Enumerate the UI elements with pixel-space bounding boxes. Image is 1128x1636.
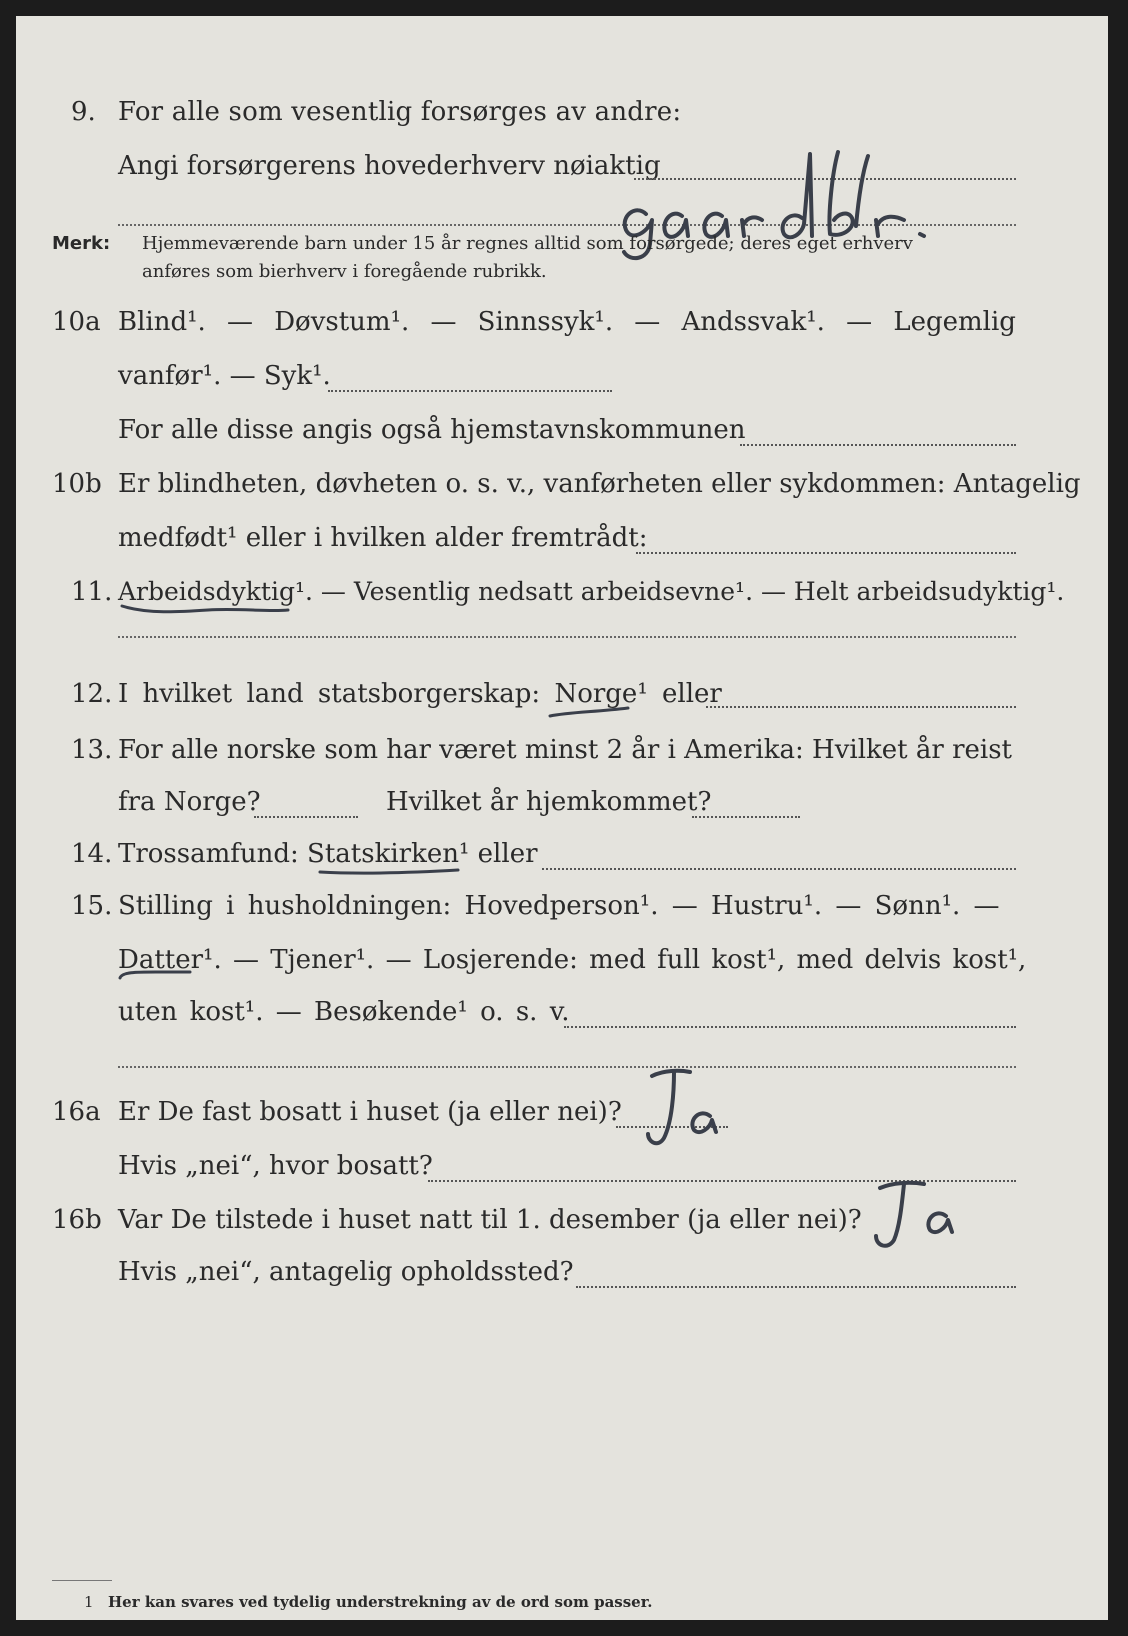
- answer-line[interactable]: [542, 868, 1016, 870]
- note-text-line1: Hjemmeværende barn under 15 år regnes alltid som forsørgede; deres eget erhverv: [142, 233, 913, 254]
- option-blind[interactable]: Blind¹.: [118, 307, 206, 337]
- separator: —: [846, 307, 873, 337]
- item-16b-question: Var De tilstede i huset natt til 1. desember (ja eller nei)?: [118, 1205, 862, 1235]
- item-number: 16a: [52, 1097, 101, 1127]
- item-10a-options: [118, 302, 1016, 342]
- answer-line[interactable]: [692, 816, 800, 818]
- answer-line[interactable]: [706, 706, 1016, 708]
- item-16b-line2: Hvis „nei“, antagelig opholdssted?: [118, 1257, 574, 1287]
- item-15-options-line3: uten kost¹. — Besøkende¹ o. s. v.: [118, 997, 570, 1027]
- answer-line[interactable]: [576, 1286, 1016, 1288]
- answer-line[interactable]: [636, 552, 1016, 554]
- item-9-question-line2: Angi forsørgerens hovederhverv nøiaktig: [118, 151, 661, 181]
- option-dovstum[interactable]: Døvstum¹.: [274, 307, 410, 337]
- handwritten-underline: [316, 862, 466, 884]
- answer-line[interactable]: [254, 816, 358, 818]
- item-number: 14.: [71, 839, 113, 869]
- underline-stroke: [118, 598, 298, 618]
- option-sinnssyk[interactable]: Sinnssyk¹.: [477, 307, 614, 337]
- item-number: 13.: [71, 735, 113, 765]
- item-11-options: Arbeidsdyktig¹. — Vesentlig nedsatt arbeidsevne¹. — Helt arbeidsudyktig¹.: [118, 577, 1065, 606]
- item-number: 9.: [71, 97, 96, 127]
- item-13-line2b: Hvilket år hjemkommet?: [386, 787, 712, 817]
- item-15-options-line2: Datter¹. — Tjener¹. — Losjerende: med full kost¹, med delvis kost¹,: [118, 945, 1027, 975]
- handwriting-ja: [856, 1174, 966, 1254]
- answer-line[interactable]: [118, 636, 1016, 638]
- census-form-page: [16, 16, 1108, 1620]
- separator: —: [634, 307, 661, 337]
- handwritten-underline: [118, 598, 298, 622]
- item-number: 15.: [71, 891, 113, 921]
- item-number: 11.: [71, 577, 113, 607]
- separator: —: [430, 307, 457, 337]
- item-16a-line2: Hvis „nei“, hvor bosatt?: [118, 1151, 433, 1181]
- item-10a-line2: vanfør¹. — Syk¹.: [118, 361, 331, 391]
- footnote-text: Her kan svares ved tydelig understrekning av de ord som passer.: [108, 1593, 653, 1611]
- item-13-question: For alle norske som har været minst 2 år i Amerika: Hvilket år reist: [118, 735, 1012, 765]
- item-10b-question-line2: medfødt¹ eller i hvilken alder fremtrådt:: [118, 523, 648, 553]
- footnote-mark: 1: [84, 1593, 94, 1611]
- separator: —: [227, 307, 254, 337]
- handwritten-underline: [546, 704, 636, 726]
- note-label: Merk:: [52, 233, 111, 254]
- option-andssvak[interactable]: Andssvak¹.: [681, 307, 825, 337]
- item-13-line2a: fra Norge?: [118, 787, 261, 817]
- item-10a-line3: For alle disse angis også hjemstavnskommunen: [118, 415, 746, 445]
- answer-line[interactable]: [740, 444, 1016, 446]
- answer-line[interactable]: [328, 390, 612, 392]
- option-legemlig[interactable]: Legemlig: [893, 307, 1016, 337]
- handwritten-answer: [634, 1062, 734, 1156]
- note-text-line2: anføres som bierhverv i foregående rubrikk.: [142, 261, 547, 282]
- item-number: 16b: [52, 1205, 102, 1235]
- item-16a-question: Er De fast bosatt i huset (ja eller nei)?: [118, 1097, 622, 1127]
- item-10b-question: Er blindheten, døvheten o. s. v., vanførheten eller sykdommen: Antagelig: [118, 469, 1081, 499]
- underline-stroke: [316, 862, 466, 880]
- answer-line[interactable]: [564, 1026, 1016, 1028]
- item-9-question: For alle som vesentlig forsørges av andre:: [118, 97, 682, 127]
- handwriting-ja: [634, 1062, 734, 1152]
- handwritten-underline: [116, 966, 196, 990]
- underline-stroke: [546, 704, 636, 722]
- footnote-divider: [52, 1580, 112, 1581]
- handwritten-answer: [856, 1174, 966, 1258]
- underline-stroke: [116, 966, 196, 986]
- answer-line[interactable]: [118, 1066, 1016, 1068]
- item-15-options-line1: Stilling i husholdningen: Hovedperson¹. — Hustru¹. — Sønn¹. —: [118, 891, 1000, 921]
- item-number: 12.: [71, 679, 113, 709]
- item-number: 10b: [52, 469, 102, 499]
- item-number: 10a: [52, 307, 101, 337]
- item-14-question: Trossamfund: Statskirken¹ eller: [118, 839, 538, 869]
- item-12-question: I hvilket land statsborgerskap: Norge¹ eller: [118, 679, 722, 709]
